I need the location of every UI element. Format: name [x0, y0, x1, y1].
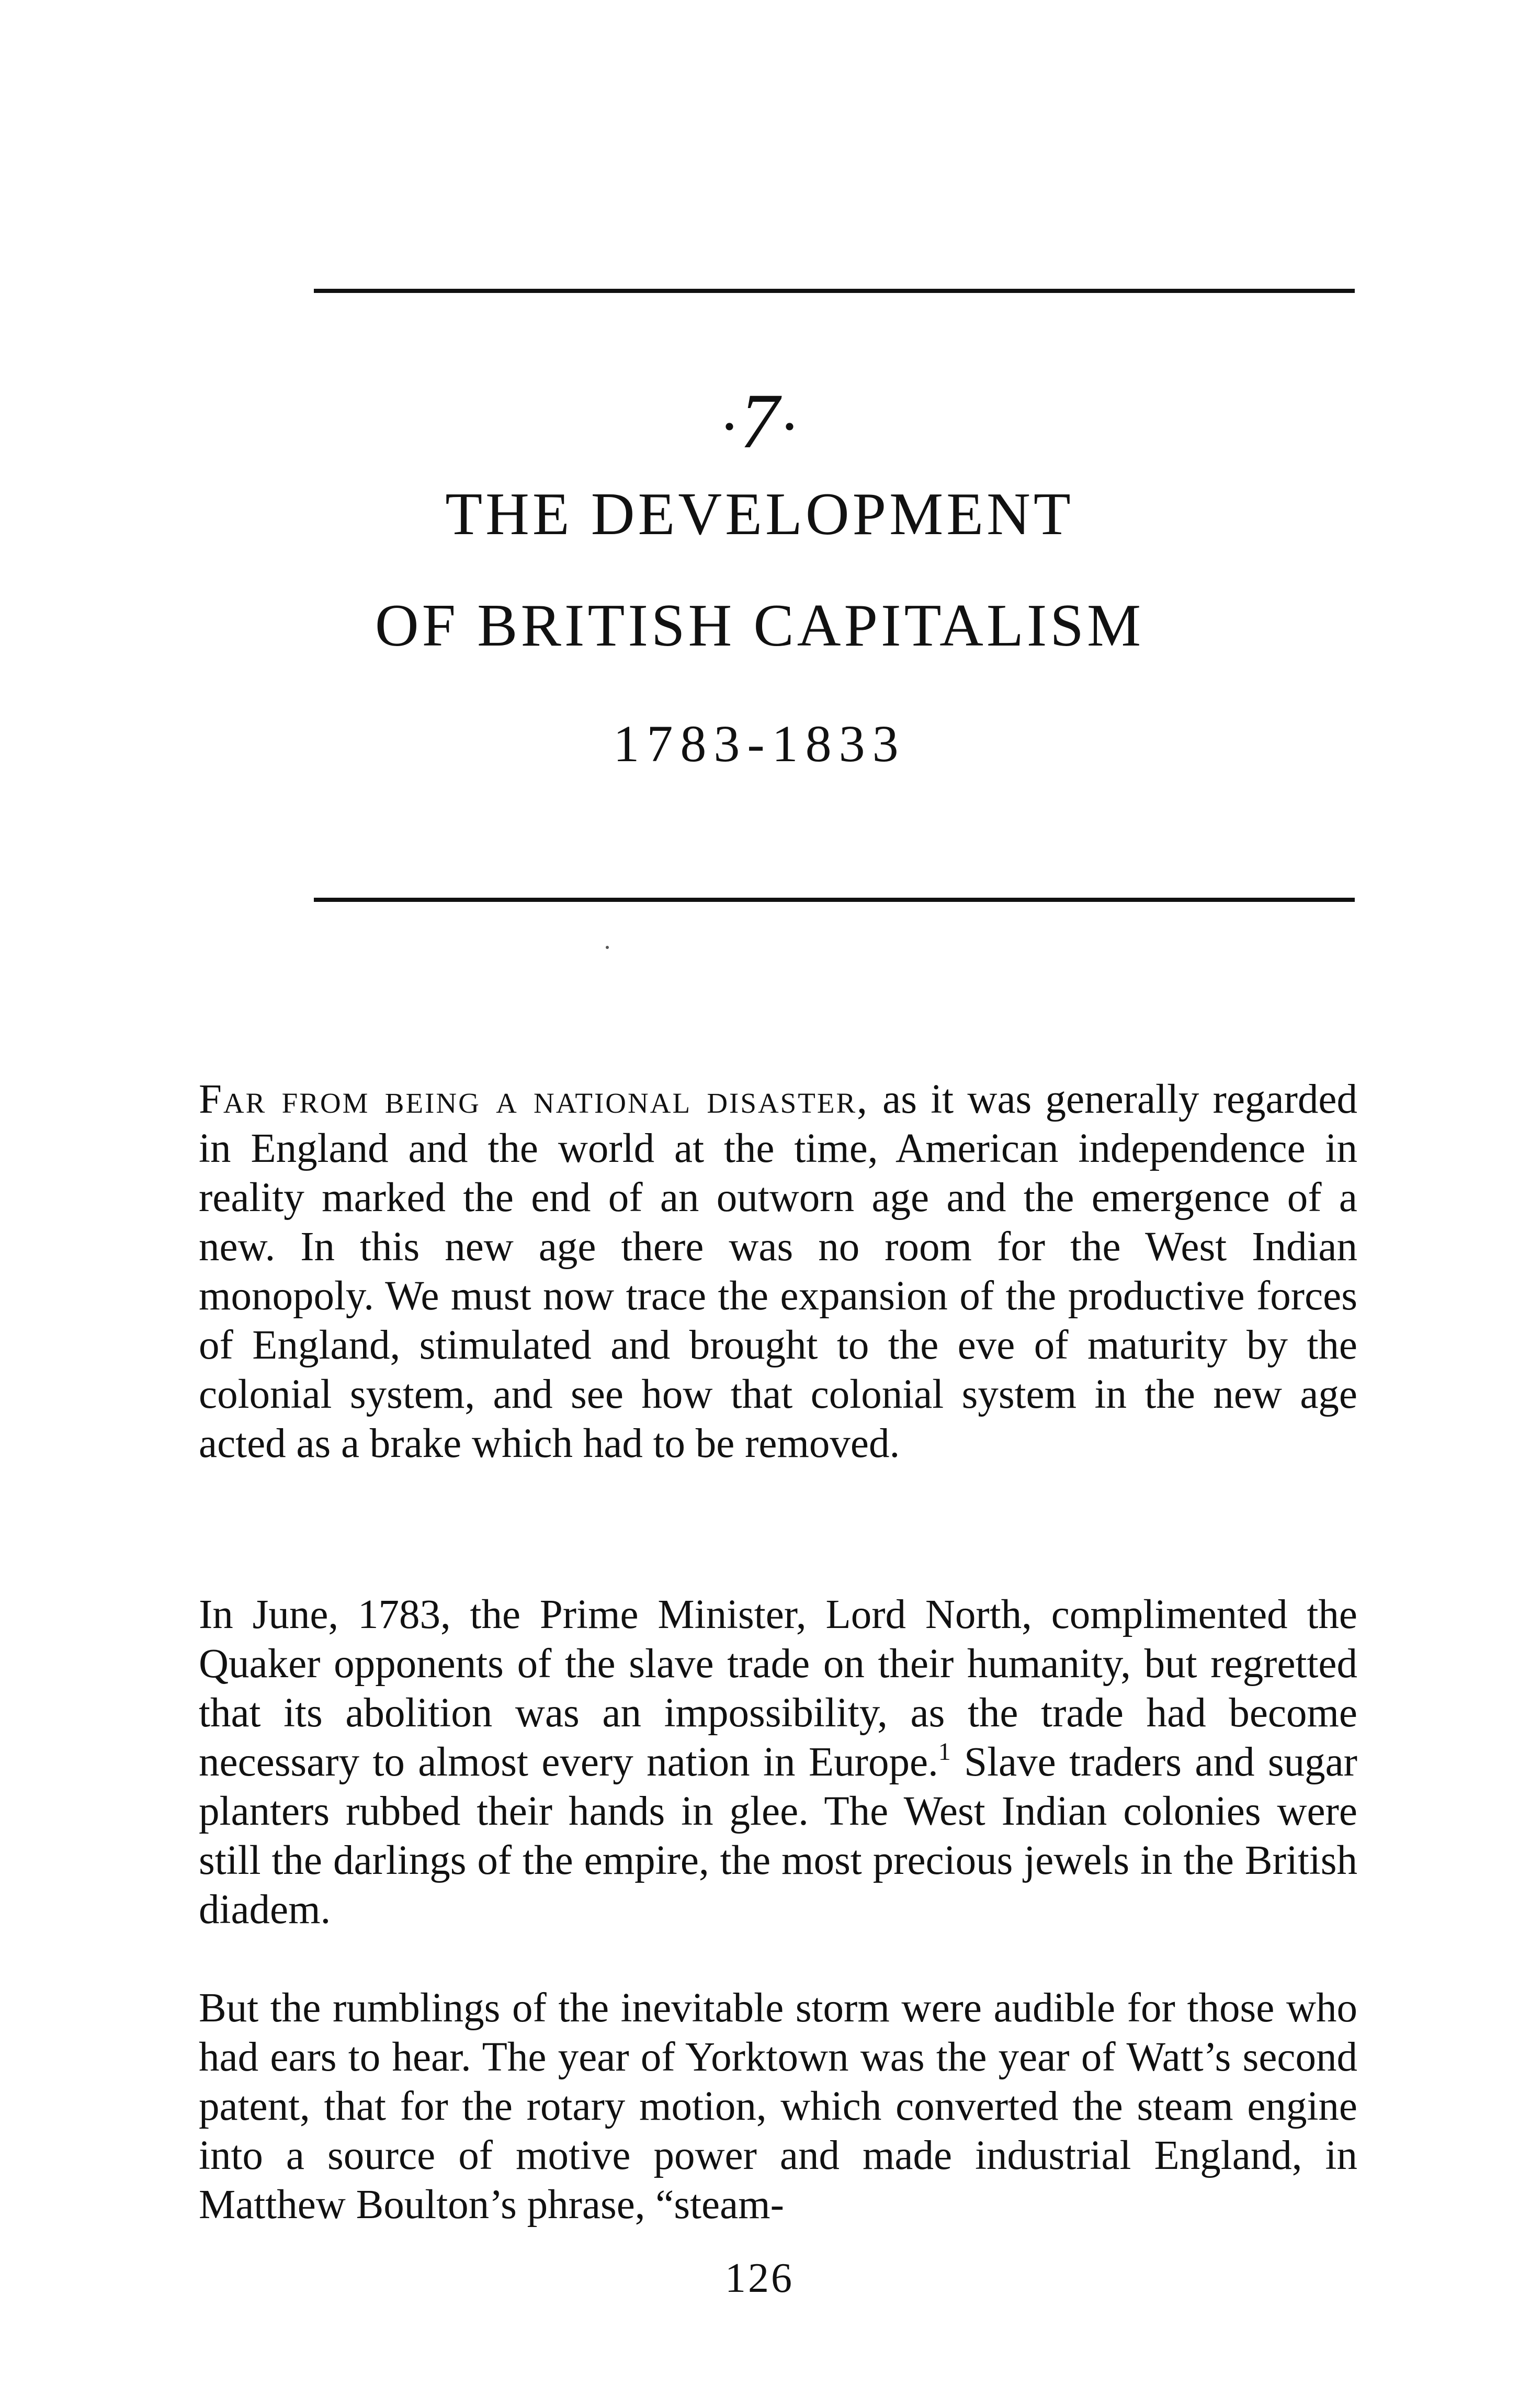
- chapter-title-line-2: OF BRITISH CAPITALISM: [375, 592, 1144, 659]
- bottom-rule: [314, 898, 1355, 902]
- chapter-number-digit: 7: [740, 378, 779, 465]
- paragraph-3: [199, 1984, 1357, 2230]
- chapter-years: 1783-1833: [613, 715, 906, 773]
- chapter-number-dot-right: ·: [779, 391, 800, 461]
- page-number: 126: [725, 2255, 794, 2301]
- top-rule: [314, 289, 1355, 293]
- chapter-number: [0, 378, 1519, 465]
- footnote-marker: 1: [938, 1738, 951, 1766]
- paragraph-1-text: as it was generally regarded in England and the world at the time, American independence in reality marked the end of an outworn age and the emergence of a new. In this new age there was no room for the West Indian monopoly. We must now trace the expansion of the productive forces of England, stimulated and brought to the eve of maturity by the colonial system, and see how that colonial system in the new age acted as a brake which had to be removed.: [199, 1077, 1357, 1466]
- paragraph-2-text-b: Slave traders and sugar planters rubbed their hands in glee. The West Indian colonies were still the darlings of the empire, the most precious jewels in the British diadem.: [199, 1739, 1357, 1932]
- paragraph-2-text-a: In June, 1783, the Prime Minister, Lord North, complimented the Quaker opponents of the slave trade on their humanity, but regretted that its abolition was an impossibility, as the trade had become necessary to almost every nation in Europe.: [199, 1592, 1357, 1785]
- paragraph-3-text: But the rumblings of the inevitable storm were audible for those who had ears to hear. The year of Yorktown was the year of Watt’s second patent, that for the rotary motion, which converted the steam engine into a source of motive power and made industrial England, in Matthew Boulton’s phrase, “steam-: [199, 1985, 1357, 2228]
- print-speck: [606, 946, 609, 949]
- chapter-number-dot-left: ·: [719, 391, 740, 461]
- paragraph-1-lead-in: Far from being a national disaster,: [199, 1077, 869, 1122]
- paragraph-2: [199, 1590, 1357, 1935]
- paragraph-1: [199, 1075, 1357, 1468]
- chapter-title-line-1: THE DEVELOPMENT: [445, 481, 1074, 548]
